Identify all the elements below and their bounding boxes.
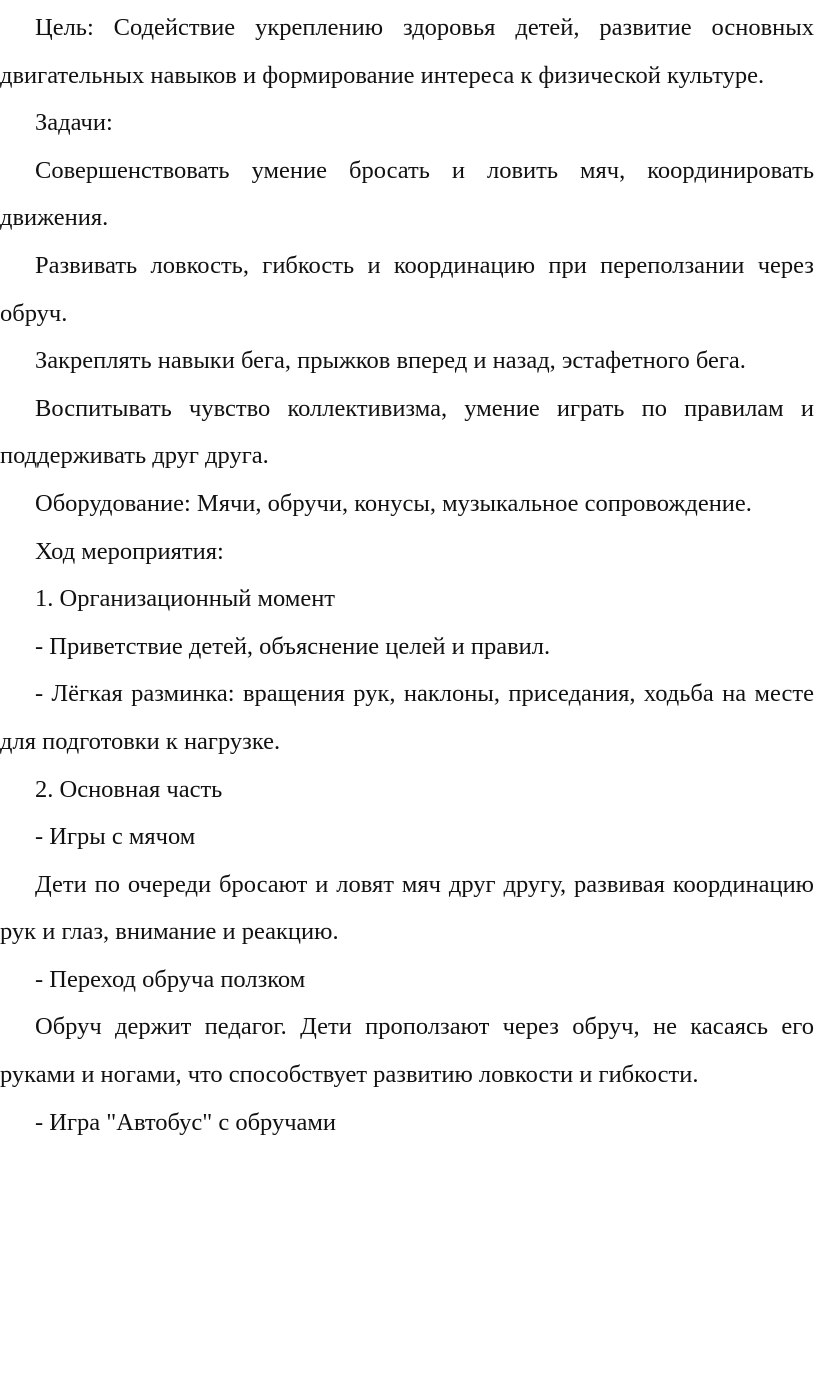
- section-organizational-moment: 1. Организационный момент: [35, 585, 336, 613]
- list-item-bus-game: - Игра "Автобус" с обручами: [35, 1108, 337, 1136]
- list-item-greeting: - Приветствие детей, объяснение целей и правил.: [35, 632, 551, 660]
- task-item-ball: Совершенствовать умение бросать и ловить мяч, координировать движения.: [0, 156, 814, 232]
- section-main-part: 2. Основная часть: [35, 775, 223, 803]
- task-item-collectivism: Воспитывать чувство коллективизма, умение играть по правилам и поддерживать друг друга.: [0, 394, 814, 470]
- list-item-warmup: - Лёгкая разминка: вращения рук, наклоны, приседания, ходьба на месте для подготовки к нагрузке.: [0, 680, 814, 755]
- task-item-running: Закреплять навыки бега, прыжков вперед и назад, эстафетного бега.: [35, 347, 746, 375]
- ball-games-description: Дети по очереди бросают и ловят мяч друг другу, развивая координацию рук и глаз, внимание и реакцию.: [0, 870, 814, 946]
- equipment-paragraph: Оборудование: Мячи, обручи, конусы, музыкальное сопровождение.: [35, 489, 752, 517]
- tasks-heading: Задачи:: [35, 109, 113, 137]
- task-item-agility: Развивать ловкость, гибкость и координацию при переползании через обруч.: [0, 251, 814, 327]
- list-item-hoop-crawl: - Переход обруча ползком: [35, 965, 306, 993]
- hoop-crawl-description: Обруч держит педагог. Дети проползают через обруч, не касаясь его руками и ногами, что способствует развитию ловкости и гибкости.: [0, 1013, 814, 1089]
- goal-paragraph: Цель: Содействие укреплению здоровья детей, развитие основных двигательных навыков и формирование интереса к физической культуре.: [0, 14, 814, 89]
- event-course-heading: Ход мероприятия:: [35, 537, 224, 565]
- list-item-ball-games: - Игры с мячом: [35, 823, 196, 851]
